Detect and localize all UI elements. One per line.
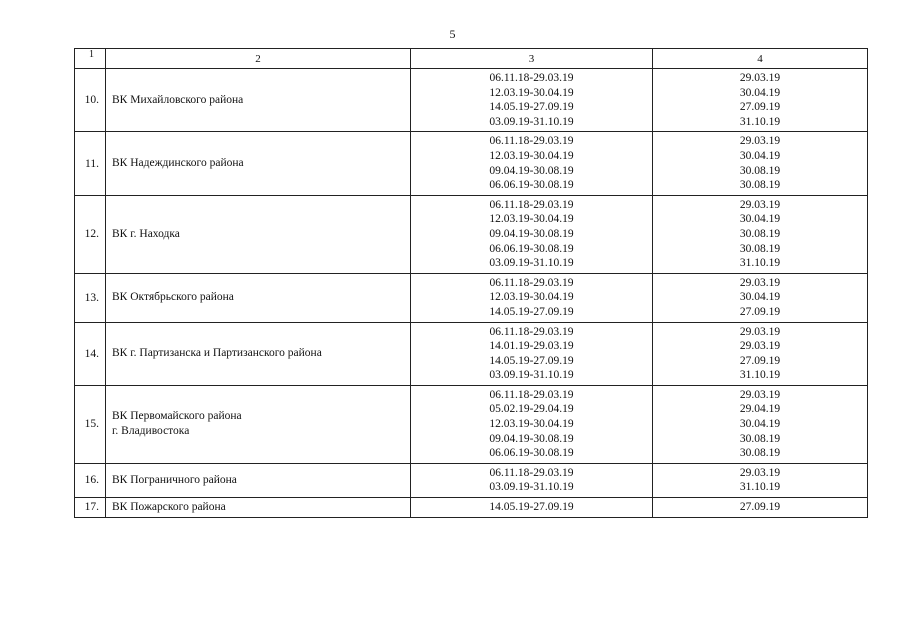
commission-name [106,195,411,273]
deadline-cell [653,322,868,385]
commission-name [106,463,411,497]
table-row [75,322,868,385]
period-value: 06.11.18-29.03.19 [489,198,574,211]
commission-name [106,132,411,195]
period-value: 06.11.18-29.03.19 [489,388,574,401]
deadline-value: 31.10.19 [739,257,781,270]
period-value: 12.03.19-30.04.19 [489,291,574,304]
table-row [75,195,868,273]
commission-name-line: ВК г. Партизанска и Партизанского района [112,347,322,360]
deadline-value: 30.08.19 [739,179,781,192]
commission-name-line: ВК Первомайского района [112,410,242,423]
deadline-value: 27.09.19 [739,501,781,514]
period-value: 14.05.19-27.09.19 [489,501,574,514]
row-number: 12. [75,195,106,273]
table-row [75,498,868,518]
commission-name [106,385,411,463]
period-value: 06.11.18-29.03.19 [489,466,574,479]
period-value: 14.01.19-29.03.19 [489,340,574,353]
deadline-cell [653,273,868,322]
deadline-value: 31.10.19 [739,481,781,494]
row-number: 13. [75,273,106,322]
period-value: 06.06.19-30.08.19 [489,242,574,255]
period-value: 06.06.19-30.08.19 [489,179,574,192]
page-number: 5 [449,27,456,41]
deadline-value: 27.09.19 [739,305,781,318]
column-header-2: 2 [106,49,411,69]
period-value: 09.04.19-30.08.19 [489,227,574,240]
deadline-value: 29.04.19 [739,403,781,416]
period-cell [411,322,653,385]
commission-name-line: г. Владивостока [112,425,190,438]
row-number: 11. [75,132,106,195]
period-value: 03.09.19-31.10.19 [489,369,574,382]
period-value: 03.09.19-31.10.19 [489,115,574,128]
deadline-value: 30.08.19 [739,432,781,445]
row-number: 15. [75,385,106,463]
column-header-3: 3 [411,49,653,69]
period-value: 06.06.19-30.08.19 [489,447,574,460]
schedule-table [74,48,868,518]
period-value: 14.05.19-27.09.19 [489,354,574,367]
commission-name [106,273,411,322]
period-cell [411,69,653,132]
deadline-value: 30.04.19 [739,86,781,99]
period-value: 12.03.19-30.04.19 [489,149,574,162]
period-cell [411,273,653,322]
deadline-value: 30.04.19 [739,291,781,304]
table-row [75,463,868,497]
period-value: 14.05.19-27.09.19 [489,101,574,114]
row-number: 16. [75,463,106,497]
deadline-cell [653,195,868,273]
deadline-value: 30.04.19 [739,418,781,431]
commission-name-line: ВК Пожарского района [112,500,226,513]
deadline-value: 29.03.19 [739,198,781,211]
row-number: 17. [75,498,106,518]
period-value: 06.11.18-29.03.19 [489,135,574,148]
period-value: 12.03.19-30.04.19 [489,86,574,99]
deadline-value: 30.04.19 [739,213,781,226]
period-cell [411,498,653,518]
period-value: 03.09.19-31.10.19 [489,257,574,270]
deadline-value: 27.09.19 [739,354,781,367]
row-number: 14. [75,322,106,385]
period-value: 12.03.19-30.04.19 [489,418,574,431]
period-value: 06.11.18-29.03.19 [489,325,574,338]
header-row [75,49,868,69]
deadline-value: 30.08.19 [739,227,781,240]
deadline-value: 29.03.19 [739,340,781,353]
column-header-4: 4 [653,49,868,69]
deadline-value: 31.10.19 [739,369,781,382]
commission-name [106,498,411,518]
period-value: 06.11.18-29.03.19 [489,72,574,84]
period-cell [411,132,653,195]
table-row [75,273,868,322]
commission-name-line: ВК Надеждинского района [112,157,244,170]
deadline-value: 30.08.19 [739,242,781,255]
deadline-value: 30.08.19 [739,447,781,460]
table-row [75,385,868,463]
deadline-value: 29.03.19 [739,72,781,84]
commission-name [106,69,411,132]
period-value: 05.02.19-29.04.19 [489,403,574,416]
period-value: 09.04.19-30.08.19 [489,432,574,445]
period-cell [411,463,653,497]
period-cell [411,385,653,463]
deadline-value: 31.10.19 [739,115,781,128]
commission-name [106,322,411,385]
table-row [75,132,868,195]
deadline-value: 29.03.19 [739,276,781,289]
period-cell [411,195,653,273]
commission-name-line: ВК Пограничного района [112,473,237,486]
deadline-value: 30.08.19 [739,164,781,177]
period-value: 12.03.19-30.04.19 [489,213,574,226]
deadline-cell [653,498,868,518]
deadline-cell [653,132,868,195]
table-row [75,69,868,132]
period-value: 09.04.19-30.08.19 [489,164,574,177]
deadline-value: 29.03.19 [739,388,781,401]
deadline-value: 29.03.19 [739,135,781,148]
period-value: 14.05.19-27.09.19 [489,305,574,318]
row-number: 10. [75,69,106,132]
table-body [75,69,868,518]
deadline-value: 27.09.19 [739,101,781,114]
commission-name-line: ВК Михайловского района [112,93,244,106]
deadline-cell [653,463,868,497]
deadline-value: 29.03.19 [739,325,781,338]
deadline-cell [653,69,868,132]
period-value: 06.11.18-29.03.19 [489,276,574,289]
deadline-value: 30.04.19 [739,149,781,162]
commission-name-line: ВК г. Находка [112,227,180,240]
deadline-value: 29.03.19 [739,466,781,479]
deadline-cell [653,385,868,463]
commission-name-line: ВК Октябрьского района [112,291,234,304]
column-header-1: 1 [75,49,106,69]
period-value: 03.09.19-31.10.19 [489,481,574,494]
